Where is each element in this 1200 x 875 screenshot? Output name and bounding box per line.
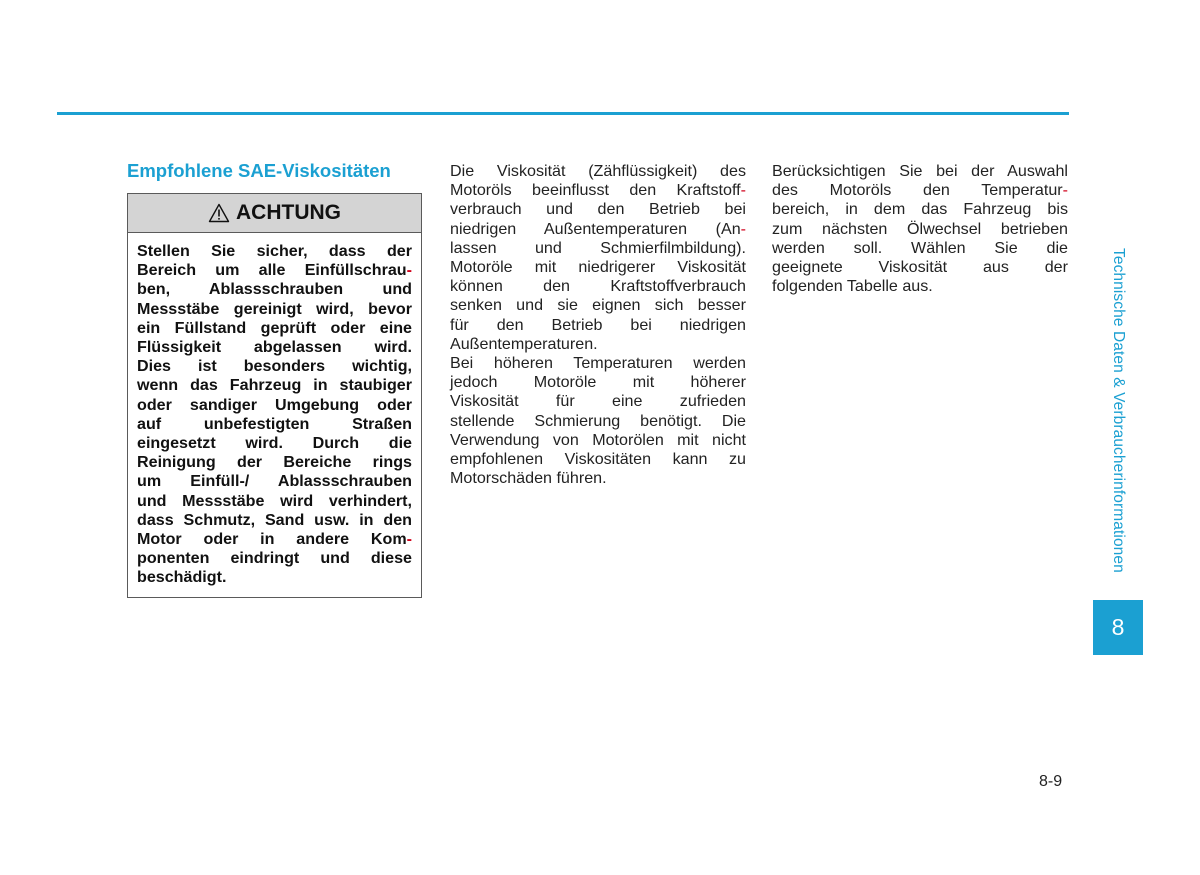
- warning-line: oder sandiger Umgebung oder: [137, 395, 412, 414]
- text-line: Motoröle mit niedrigerer Viskosität: [450, 258, 746, 277]
- text-line: jedoch Motoröle mit höherer: [450, 373, 746, 392]
- text-line: empfohlenen Viskositäten kann zu: [450, 450, 746, 469]
- warning-line: ben, Ablassschrauben und: [137, 280, 412, 299]
- text-line: Motorschäden führen.: [450, 469, 607, 488]
- page-number: 8-9: [1039, 773, 1063, 790]
- paragraph-viscosity-intro: [450, 162, 746, 354]
- warning-line: Bereich um alle Einfüllschrau-: [137, 261, 412, 280]
- chapter-title: Technische Daten & Verbraucherinformationen: [1110, 248, 1127, 573]
- text-line: geeignete Viskosität aus der: [772, 258, 1068, 277]
- warning-line: Stellen Sie sicher, dass der: [137, 242, 412, 260]
- text-line: Die Viskosität (Zähflüssigkeit) des: [450, 162, 746, 180]
- text-line: lassen und Schmierfilmbildung).: [450, 238, 746, 257]
- text-line: bereich, in dem das Fahrzeug bis: [772, 200, 1068, 219]
- header-rule: [57, 112, 1069, 115]
- text-line: Außentemperaturen.: [450, 334, 598, 353]
- text-line: stellende Schmierung benötigt. Die: [450, 411, 746, 430]
- warning-line: um Einfüll-/ Ablassschrauben: [137, 472, 412, 491]
- hyphen-mark: -: [740, 219, 746, 238]
- hyphen-mark: -: [740, 181, 746, 200]
- text-line: für den Betrieb bei niedrigen: [450, 315, 746, 334]
- text-line: Bei höheren Temperaturen werden: [450, 354, 746, 373]
- warning-line: Messstäbe gereinigt wird, bevor: [137, 299, 412, 318]
- warning-line: dass Schmutz, Sand usw. in den: [137, 510, 412, 529]
- warning-box: [127, 193, 422, 598]
- warning-line: auf unbefestigten Straßen: [137, 414, 412, 433]
- warning-line: Reinigung der Bereiche rings: [137, 453, 412, 472]
- text-line: werden soll. Wählen Sie die: [772, 238, 1068, 257]
- text-line: können den Kraftstoffverbrauch: [450, 277, 746, 296]
- text-line: Viskosität für eine zufrieden: [450, 392, 746, 411]
- text-line: Motoröls beeinflusst den Kraftstoff-: [450, 181, 746, 200]
- text-line: folgenden Tabelle aus.: [772, 277, 933, 296]
- warning-title: ACHTUNG: [236, 201, 341, 224]
- chapter-tab: 8: [1093, 600, 1143, 655]
- warning-line: Motor oder in andere Kom-: [137, 530, 412, 549]
- text-line: zum nächsten Ölwechsel betrieben: [772, 219, 1068, 238]
- right-column: [772, 162, 1068, 296]
- hyphen-mark: -: [1062, 181, 1068, 200]
- section-title: Empfohlene SAE-Viskositäten: [127, 160, 391, 181]
- hyphen-mark: -: [406, 261, 412, 280]
- warning-triangle-icon: [208, 203, 230, 223]
- hyphen-mark: -: [406, 530, 412, 549]
- warning-line: und Messstäbe wird verhindert,: [137, 491, 412, 510]
- warning-text: [128, 233, 421, 588]
- warning-header: [128, 194, 421, 233]
- warning-line: Flüssigkeit abgelassen wird.: [137, 338, 412, 357]
- warning-line: ein Füllstand geprüft oder eine: [137, 318, 412, 337]
- text-line: senken und sie eignen sich besser: [450, 296, 746, 315]
- text-line: niedrigen Außentemperaturen (An-: [450, 219, 746, 238]
- warning-line: wenn das Fahrzeug in staubiger: [137, 376, 412, 395]
- middle-column: [450, 162, 746, 488]
- text-line: des Motoröls den Temperatur-: [772, 181, 1068, 200]
- warning-line: Dies ist besonders wichtig,: [137, 357, 412, 376]
- text-line: verbrauch und den Betrieb bei: [450, 200, 746, 219]
- paragraph-selection: [772, 162, 1068, 296]
- chapter-side-label: [1093, 248, 1143, 598]
- warning-line: beschädigt.: [137, 568, 227, 587]
- text-line: Berücksichtigen Sie bei der Auswahl: [772, 162, 1068, 180]
- text-line: Verwendung von Motorölen mit nicht: [450, 430, 746, 449]
- warning-line: eingesetzt wird. Durch die: [137, 434, 412, 453]
- paragraph-high-temperature: [450, 354, 746, 488]
- warning-line: ponenten eindringt und diese: [137, 549, 412, 568]
